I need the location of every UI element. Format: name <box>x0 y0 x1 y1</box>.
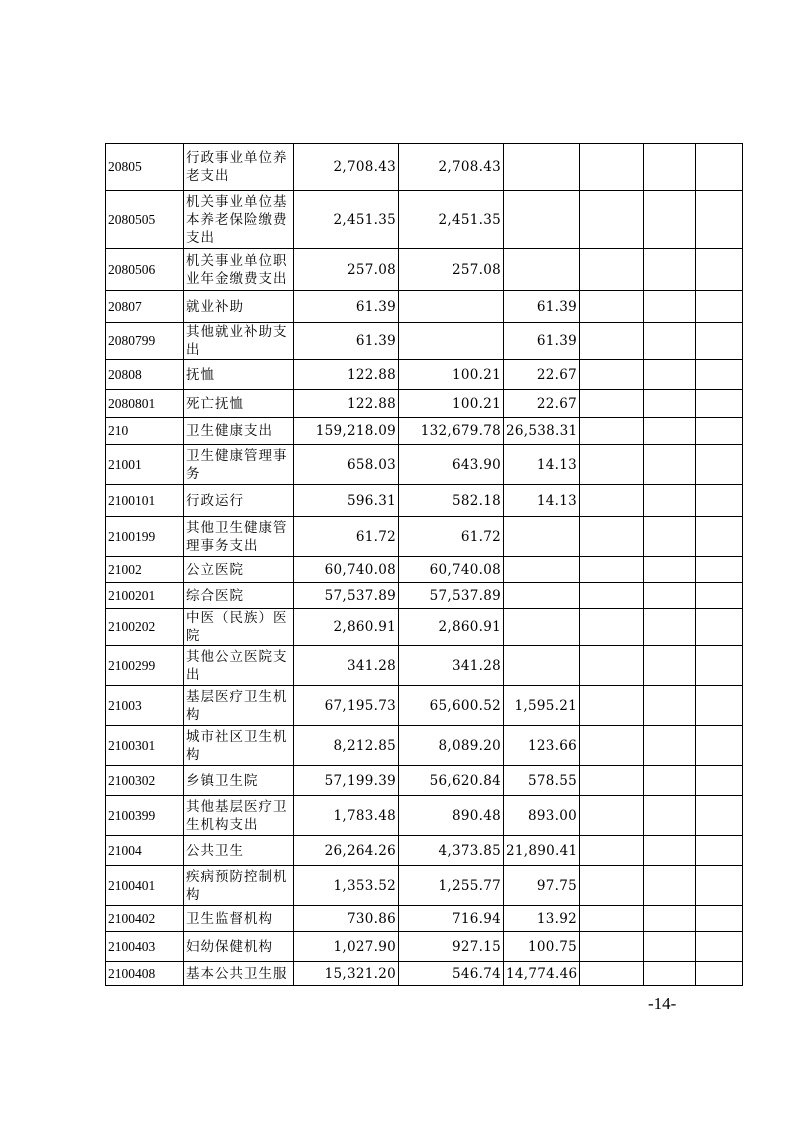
empty-cell <box>644 906 696 932</box>
table-row <box>106 609 743 646</box>
project-expenditure-cell: 123.66 <box>504 726 580 766</box>
project-expenditure-cell: 100.75 <box>504 932 580 962</box>
empty-cell <box>580 191 644 249</box>
empty-cell <box>580 962 644 986</box>
account-code-cell: 2100403 <box>106 932 184 962</box>
basic-expenditure-cell: 100.21 <box>399 360 504 390</box>
empty-cell <box>696 796 743 836</box>
total-amount-cell: 1,783.48 <box>294 796 399 836</box>
empty-cell <box>644 686 696 726</box>
account-code-cell: 21003 <box>106 686 184 726</box>
project-expenditure-cell <box>504 609 580 646</box>
project-expenditure-cell <box>504 249 580 291</box>
total-amount-cell: 159,218.09 <box>294 418 399 445</box>
project-expenditure-cell: 14.13 <box>504 485 580 517</box>
account-code-cell: 2080505 <box>106 191 184 249</box>
project-expenditure-cell <box>504 557 580 583</box>
empty-cell <box>644 291 696 323</box>
table-row <box>106 583 743 609</box>
project-expenditure-cell: 21,890.41 <box>504 836 580 866</box>
empty-cell <box>580 932 644 962</box>
basic-expenditure-cell: 582.18 <box>399 485 504 517</box>
empty-cell <box>644 766 696 796</box>
empty-cell <box>696 557 743 583</box>
budget-table <box>105 143 743 986</box>
empty-cell <box>580 906 644 932</box>
total-amount-cell: 658.03 <box>294 445 399 485</box>
table-row <box>106 906 743 932</box>
total-amount-cell: 122.88 <box>294 390 399 418</box>
account-name-cell: 其他就业补助支出 <box>184 323 294 360</box>
account-name-cell: 其他公立医院支出 <box>184 646 294 686</box>
account-name-cell: 其他卫生健康管理事务支出 <box>184 517 294 557</box>
empty-cell <box>696 609 743 646</box>
account-code-cell: 2100401 <box>106 866 184 906</box>
empty-cell <box>644 144 696 191</box>
basic-expenditure-cell: 2,451.35 <box>399 191 504 249</box>
table-row <box>106 646 743 686</box>
account-name-cell: 中医（民族）医院 <box>184 609 294 646</box>
account-name-cell: 其他基层医疗卫生机构支出 <box>184 796 294 836</box>
account-name-cell: 机关事业单位基本养老保险缴费支出 <box>184 191 294 249</box>
empty-cell <box>644 445 696 485</box>
empty-cell <box>696 249 743 291</box>
empty-cell <box>644 517 696 557</box>
table-row <box>106 962 743 986</box>
empty-cell <box>644 557 696 583</box>
empty-cell <box>696 418 743 445</box>
basic-expenditure-cell: 60,740.08 <box>399 557 504 583</box>
account-code-cell: 2100302 <box>106 766 184 796</box>
total-amount-cell: 61.39 <box>294 291 399 323</box>
total-amount-cell: 730.86 <box>294 906 399 932</box>
empty-cell <box>580 390 644 418</box>
account-code-cell: 2080506 <box>106 249 184 291</box>
total-amount-cell: 2,708.43 <box>294 144 399 191</box>
account-code-cell: 21004 <box>106 836 184 866</box>
empty-cell <box>580 445 644 485</box>
basic-expenditure-cell: 257.08 <box>399 249 504 291</box>
table-row <box>106 191 743 249</box>
basic-expenditure-cell: 65,600.52 <box>399 686 504 726</box>
table-row <box>106 485 743 517</box>
account-name-cell: 卫生健康支出 <box>184 418 294 445</box>
project-expenditure-cell: 893.00 <box>504 796 580 836</box>
empty-cell <box>696 766 743 796</box>
empty-cell <box>644 485 696 517</box>
basic-expenditure-cell: 61.72 <box>399 517 504 557</box>
empty-cell <box>580 583 644 609</box>
table-row <box>106 686 743 726</box>
basic-expenditure-cell: 57,537.89 <box>399 583 504 609</box>
total-amount-cell: 61.39 <box>294 323 399 360</box>
total-amount-cell: 26,264.26 <box>294 836 399 866</box>
empty-cell <box>644 932 696 962</box>
table-row <box>106 360 743 390</box>
total-amount-cell: 257.08 <box>294 249 399 291</box>
basic-expenditure-cell <box>399 291 504 323</box>
project-expenditure-cell <box>504 646 580 686</box>
account-code-cell: 2100299 <box>106 646 184 686</box>
total-amount-cell: 341.28 <box>294 646 399 686</box>
basic-expenditure-cell: 1,255.77 <box>399 866 504 906</box>
empty-cell <box>580 557 644 583</box>
page-number: -14- <box>648 994 677 1013</box>
table-row <box>106 866 743 906</box>
account-code-cell: 2100399 <box>106 796 184 836</box>
account-name-cell: 疾病预防控制机构 <box>184 866 294 906</box>
account-name-cell: 行政事业单位养老支出 <box>184 144 294 191</box>
account-code-cell: 20807 <box>106 291 184 323</box>
empty-cell <box>644 191 696 249</box>
basic-expenditure-cell: 56,620.84 <box>399 766 504 796</box>
table-row <box>106 249 743 291</box>
empty-cell <box>644 726 696 766</box>
table-row <box>106 836 743 866</box>
account-name-cell: 基层医疗卫生机构 <box>184 686 294 726</box>
empty-cell <box>644 249 696 291</box>
table-row <box>106 390 743 418</box>
empty-cell <box>696 517 743 557</box>
empty-cell <box>580 686 644 726</box>
table-row <box>106 517 743 557</box>
basic-expenditure-cell: 132,679.78 <box>399 418 504 445</box>
account-name-cell: 行政运行 <box>184 485 294 517</box>
table-row <box>106 932 743 962</box>
account-name-cell: 卫生健康管理事务 <box>184 445 294 485</box>
account-code-cell: 2080801 <box>106 390 184 418</box>
total-amount-cell: 61.72 <box>294 517 399 557</box>
account-code-cell: 21002 <box>106 557 184 583</box>
empty-cell <box>696 390 743 418</box>
empty-cell <box>696 191 743 249</box>
table-body <box>106 144 743 986</box>
account-name-cell: 机关事业单位职业年金缴费支出 <box>184 249 294 291</box>
empty-cell <box>580 726 644 766</box>
table-row <box>106 418 743 445</box>
empty-cell <box>580 766 644 796</box>
empty-cell <box>696 291 743 323</box>
project-expenditure-cell: 1,595.21 <box>504 686 580 726</box>
project-expenditure-cell: 26,538.31 <box>504 418 580 445</box>
account-code-cell: 2100408 <box>106 962 184 986</box>
total-amount-cell: 57,537.89 <box>294 583 399 609</box>
total-amount-cell: 2,860.91 <box>294 609 399 646</box>
project-expenditure-cell: 22.67 <box>504 360 580 390</box>
table-row <box>106 766 743 796</box>
empty-cell <box>644 836 696 866</box>
account-code-cell: 20805 <box>106 144 184 191</box>
account-code-cell: 2100199 <box>106 517 184 557</box>
project-expenditure-cell: 22.67 <box>504 390 580 418</box>
empty-cell <box>644 390 696 418</box>
total-amount-cell: 8,212.85 <box>294 726 399 766</box>
table-row <box>106 796 743 836</box>
basic-expenditure-cell: 2,708.43 <box>399 144 504 191</box>
basic-expenditure-cell: 100.21 <box>399 390 504 418</box>
project-expenditure-cell: 578.55 <box>504 766 580 796</box>
empty-cell <box>696 360 743 390</box>
empty-cell <box>696 836 743 866</box>
project-expenditure-cell: 14,774.46 <box>504 962 580 986</box>
total-amount-cell: 60,740.08 <box>294 557 399 583</box>
empty-cell <box>696 866 743 906</box>
empty-cell <box>644 866 696 906</box>
empty-cell <box>580 360 644 390</box>
total-amount-cell: 57,199.39 <box>294 766 399 796</box>
empty-cell <box>580 418 644 445</box>
account-code-cell: 210 <box>106 418 184 445</box>
empty-cell <box>580 291 644 323</box>
basic-expenditure-cell: 341.28 <box>399 646 504 686</box>
total-amount-cell: 2,451.35 <box>294 191 399 249</box>
project-expenditure-cell: 14.13 <box>504 445 580 485</box>
empty-cell <box>696 962 743 986</box>
account-name-cell: 基本公共卫生服 <box>184 962 294 986</box>
total-amount-cell: 15,321.20 <box>294 962 399 986</box>
account-code-cell: 2100101 <box>106 485 184 517</box>
empty-cell <box>580 485 644 517</box>
total-amount-cell: 596.31 <box>294 485 399 517</box>
empty-cell <box>580 323 644 360</box>
empty-cell <box>644 962 696 986</box>
empty-cell <box>696 485 743 517</box>
table-row <box>106 726 743 766</box>
empty-cell <box>580 646 644 686</box>
account-name-cell: 乡镇卫生院 <box>184 766 294 796</box>
empty-cell <box>644 418 696 445</box>
basic-expenditure-cell: 890.48 <box>399 796 504 836</box>
account-code-cell: 20808 <box>106 360 184 390</box>
account-name-cell: 卫生监督机构 <box>184 906 294 932</box>
account-name-cell: 死亡抚恤 <box>184 390 294 418</box>
table-row <box>106 144 743 191</box>
total-amount-cell: 1,027.90 <box>294 932 399 962</box>
account-name-cell: 就业补助 <box>184 291 294 323</box>
empty-cell <box>580 609 644 646</box>
account-code-cell: 2080799 <box>106 323 184 360</box>
empty-cell <box>696 932 743 962</box>
project-expenditure-cell <box>504 583 580 609</box>
empty-cell <box>696 583 743 609</box>
account-name-cell: 抚恤 <box>184 360 294 390</box>
account-name-cell: 综合医院 <box>184 583 294 609</box>
empty-cell <box>644 796 696 836</box>
total-amount-cell: 122.88 <box>294 360 399 390</box>
basic-expenditure-cell: 716.94 <box>399 906 504 932</box>
project-expenditure-cell: 61.39 <box>504 323 580 360</box>
project-expenditure-cell <box>504 191 580 249</box>
basic-expenditure-cell: 4,373.85 <box>399 836 504 866</box>
empty-cell <box>696 906 743 932</box>
account-code-cell: 21001 <box>106 445 184 485</box>
empty-cell <box>696 646 743 686</box>
table-row <box>106 291 743 323</box>
empty-cell <box>580 249 644 291</box>
empty-cell <box>580 144 644 191</box>
basic-expenditure-cell: 643.90 <box>399 445 504 485</box>
empty-cell <box>644 583 696 609</box>
account-name-cell: 城市社区卫生机构 <box>184 726 294 766</box>
empty-cell <box>644 646 696 686</box>
account-name-cell: 公立医院 <box>184 557 294 583</box>
empty-cell <box>644 323 696 360</box>
empty-cell <box>580 836 644 866</box>
project-expenditure-cell: 61.39 <box>504 291 580 323</box>
empty-cell <box>580 517 644 557</box>
account-name-cell: 妇幼保健机构 <box>184 932 294 962</box>
table-row <box>106 557 743 583</box>
basic-expenditure-cell: 927.15 <box>399 932 504 962</box>
basic-expenditure-cell <box>399 323 504 360</box>
empty-cell <box>580 796 644 836</box>
project-expenditure-cell <box>504 517 580 557</box>
empty-cell <box>696 726 743 766</box>
empty-cell <box>696 686 743 726</box>
project-expenditure-cell <box>504 144 580 191</box>
empty-cell <box>580 866 644 906</box>
account-code-cell: 2100402 <box>106 906 184 932</box>
basic-expenditure-cell: 8,089.20 <box>399 726 504 766</box>
project-expenditure-cell: 13.92 <box>504 906 580 932</box>
account-code-cell: 2100202 <box>106 609 184 646</box>
basic-expenditure-cell: 2,860.91 <box>399 609 504 646</box>
empty-cell <box>696 445 743 485</box>
basic-expenditure-cell: 546.74 <box>399 962 504 986</box>
empty-cell <box>644 609 696 646</box>
account-name-cell: 公共卫生 <box>184 836 294 866</box>
project-expenditure-cell: 97.75 <box>504 866 580 906</box>
total-amount-cell: 1,353.52 <box>294 866 399 906</box>
empty-cell <box>696 323 743 360</box>
account-code-cell: 2100301 <box>106 726 184 766</box>
table-row <box>106 445 743 485</box>
total-amount-cell: 67,195.73 <box>294 686 399 726</box>
empty-cell <box>644 360 696 390</box>
empty-cell <box>696 144 743 191</box>
account-code-cell: 2100201 <box>106 583 184 609</box>
table-row <box>106 323 743 360</box>
